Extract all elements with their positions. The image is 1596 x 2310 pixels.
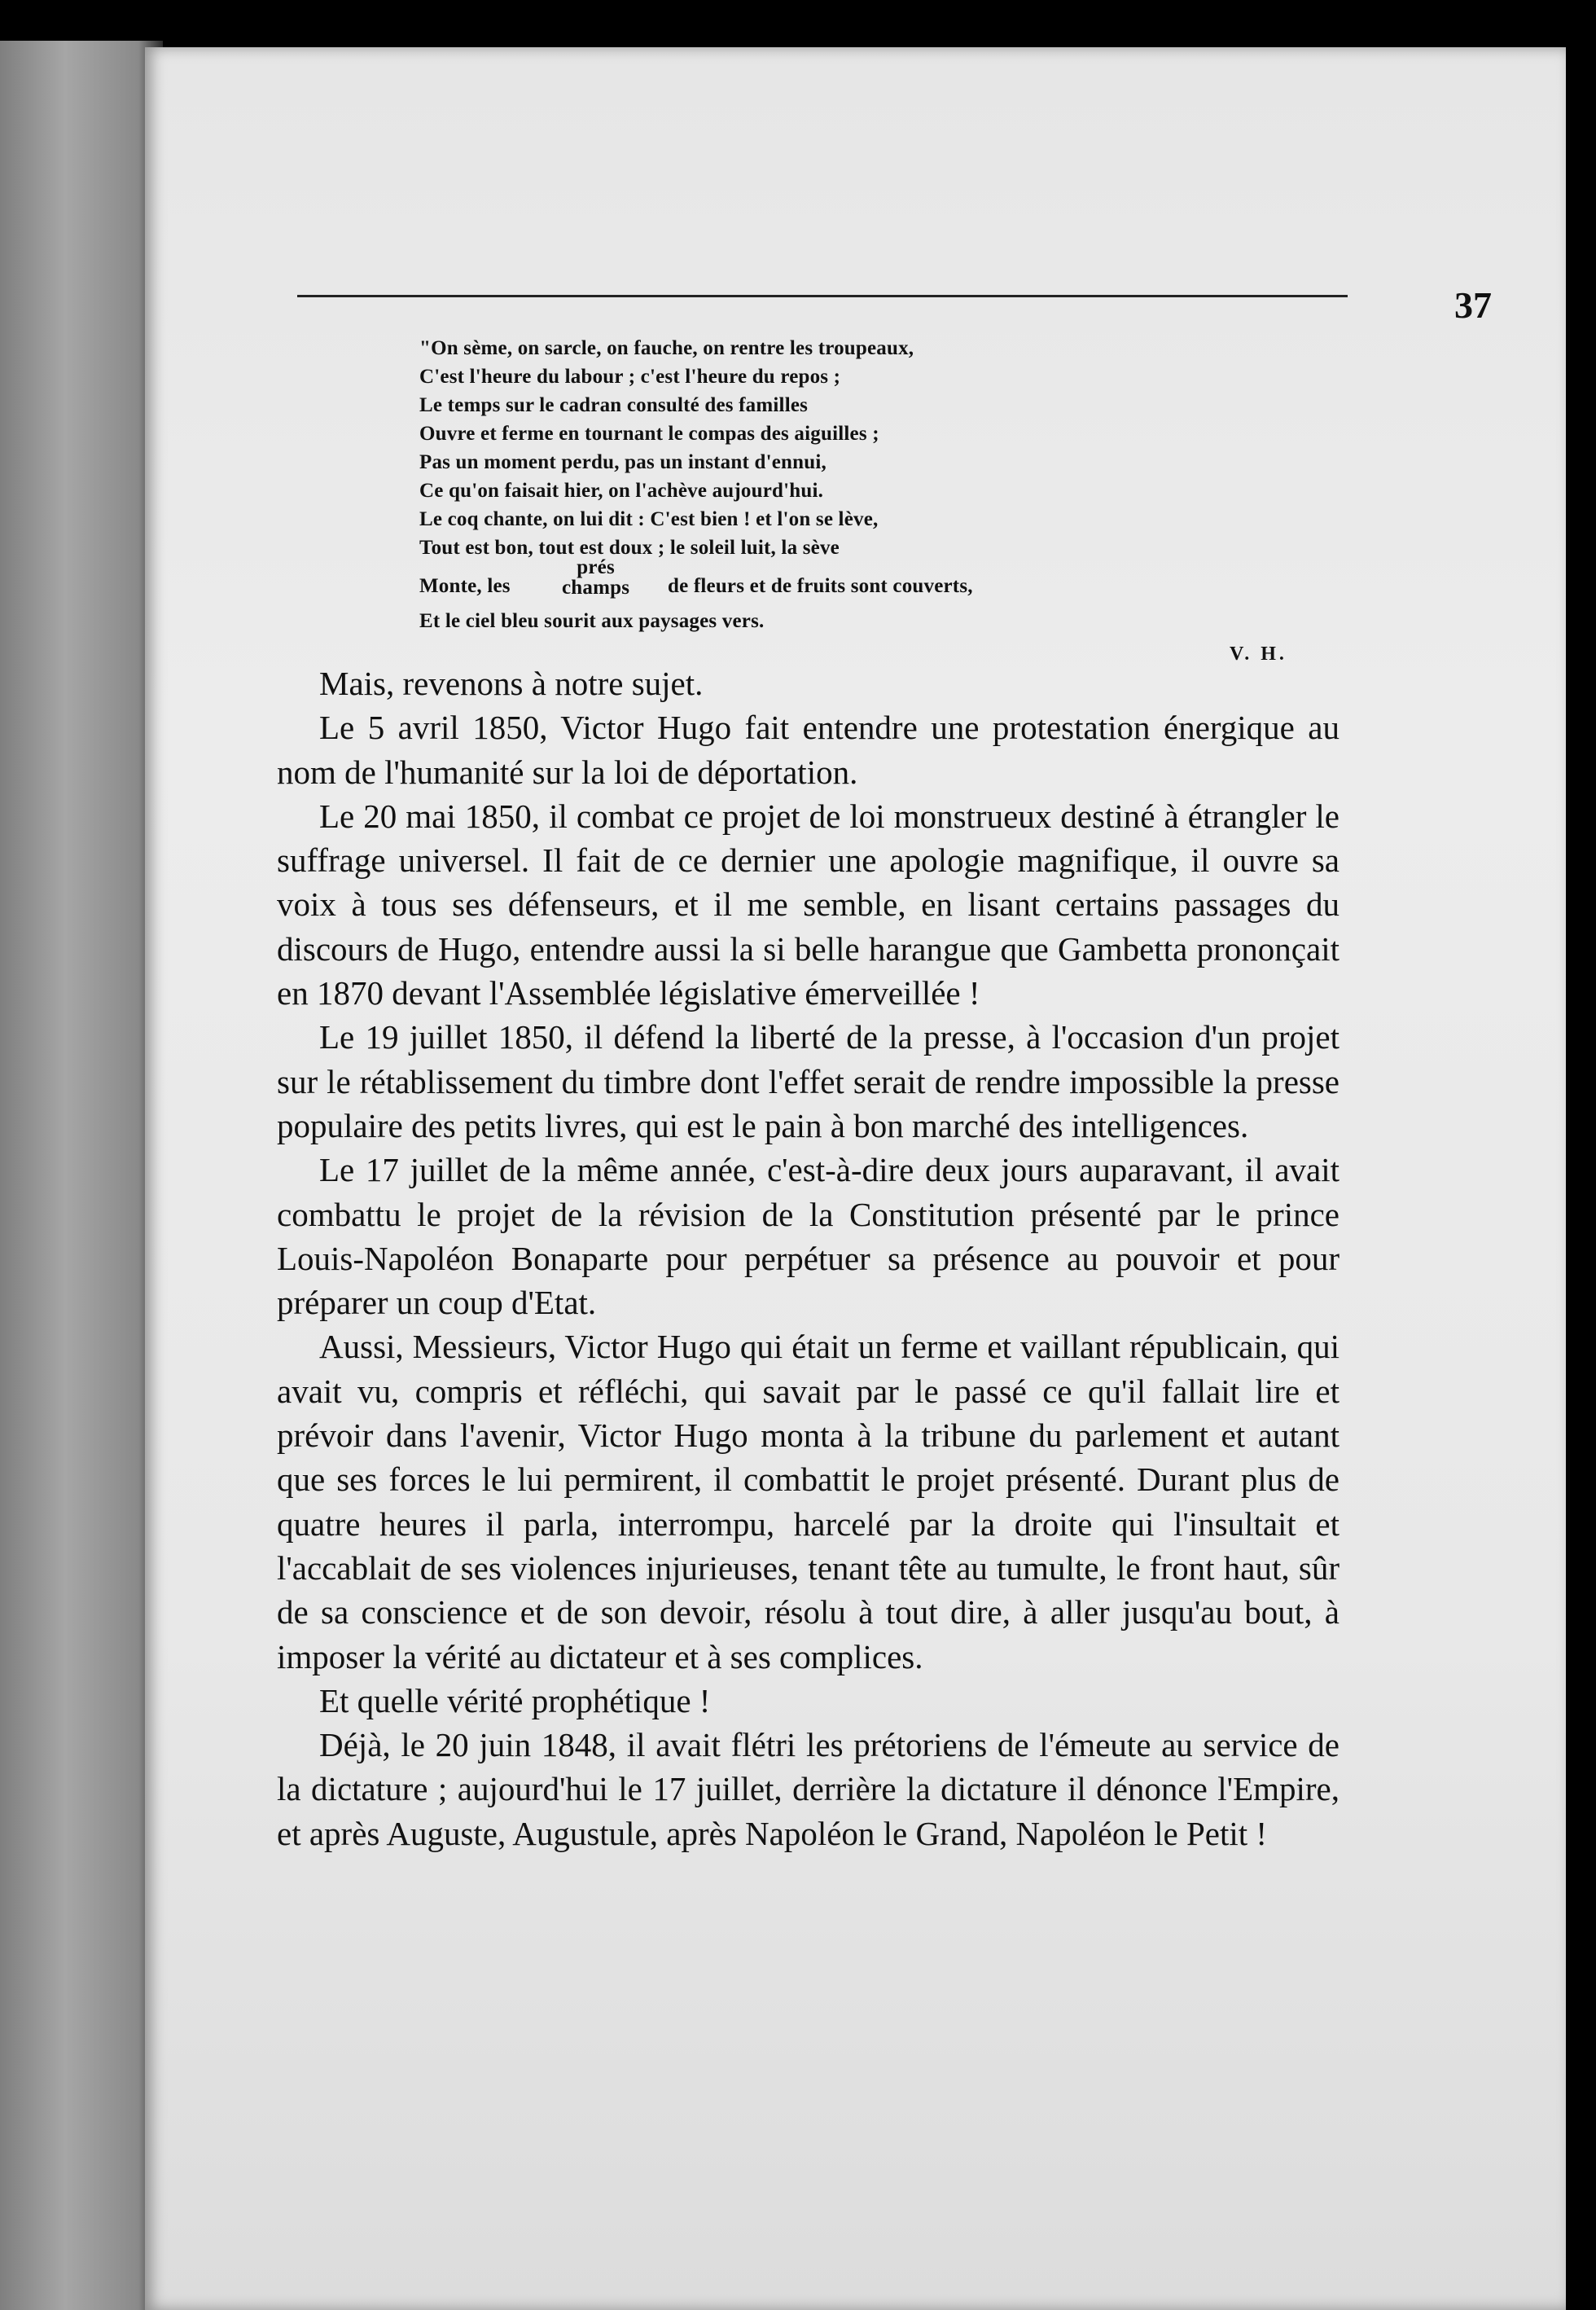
poem-line: Tout est bon, tout est doux ; le soleil luit, la sève (419, 537, 840, 559)
poem-split-line (419, 556, 1136, 607)
header-rule (297, 295, 1348, 297)
poem-line: C'est l'heure du labour ; c'est l'heure du repos ; (419, 366, 841, 388)
facing-page-edge (0, 41, 163, 2310)
poem-variant-lower: champs (562, 577, 630, 599)
poem-variant-upper: prés (577, 556, 615, 578)
paragraph: Le 20 mai 1850, il combat ce projet de loi monstrueux destiné à étrangler le suffrage universel. Il fait de ce dernier une apologie magnifique, il ouvre sa voix à tous ses défenseurs, et il me semble, en lisant certains passages du discours de Hugo, entendre aussi la si belle harangue que Gambetta prononçait en 1870 devant l'Assemblée législative émerveillée ! (277, 797, 1340, 1012)
poem-signature: V. H. (1230, 643, 1287, 665)
paragraph: Mais, revenons à notre sujet. (319, 665, 704, 702)
poem-line: Ce qu'on faisait hier, on l'achève aujourd'hui. (419, 480, 824, 502)
poem-line: Le temps sur le cadran consulté des familles (419, 394, 809, 416)
poem-line: Le coq chante, on lui dit : C'est bien ! et l'on se lève, (419, 508, 879, 530)
poem-line: Ouvre et ferme en tournant le compas des aiguilles ; (419, 423, 879, 445)
paragraph: Et quelle vérité prophétique ! (319, 1681, 711, 1719)
body-text (277, 661, 1340, 1855)
poem-split-before: Monte, les (419, 575, 511, 597)
paragraph: Déjà, le 20 juin 1848, il avait flétri les prétoriens de l'émeute au service de la dictature ; aujourd'hui le 17 juillet, derrière la dictature il dénonce l'Empire, et après Auguste, Augustule, après Napoléon le Grand, Napoléon le Petit ! (277, 1726, 1340, 1852)
poem-line: "On sème, on sarcle, on fauche, on rentre les troupeaux, (419, 337, 914, 359)
poem-line: Pas un moment perdu, pas un instant d'ennui, (419, 451, 826, 473)
page-number: 37 (1454, 284, 1492, 326)
poem-quotation (419, 334, 1136, 635)
poem-variant-stack (562, 557, 629, 598)
poem-line: Et le ciel bleu sourit aux paysages vers. (419, 610, 765, 632)
paragraph: Le 19 juillet 1850, il défend la liberté de la presse, à l'occasion d'un projet sur le rétablissement du timbre dont l'effet serait de rendre impossible la presse populaire des petits livres, qui est le pain à bon marché des intelligences. (277, 1018, 1340, 1144)
paragraph: Le 17 juillet de la même année, c'est-à-dire deux jours auparavant, il avait combattu le projet de la révision de la Constitution présenté par le prince Louis-Napoléon Bonaparte pour perpétuer sa présence au pouvoir et pour préparer un coup d'Etat. (277, 1151, 1340, 1322)
paragraph: Aussi, Messieurs, Victor Hugo qui était un ferme et vaillant républicain, qui avait vu, compris et réfléchi, qui savait par le passé ce qu'il fallait lire et prévoir dans l'avenir, Victor Hugo monta à la tribune du parlement et autant que ses forces le lui permirent, il combattit le projet présenté. Durant plus de quatre heures il parla, interrompu, harcelé par la droite qui l'insultait et l'accablait de ses violences injurieuses, tenant tête au tumulte, le front haut, sûr de sa conscience et de son devoir, résolu à tout dire, à aller jusqu'au bout, à imposer la vérité au dictateur et à ses complices. (277, 1328, 1340, 1675)
paragraph: Le 5 avril 1850, Victor Hugo fait entendre une protestation énergique au nom de l'humanité sur la loi de déportation. (277, 709, 1340, 791)
poem-split-after: de fleurs et de fruits sont couverts, (668, 575, 973, 597)
